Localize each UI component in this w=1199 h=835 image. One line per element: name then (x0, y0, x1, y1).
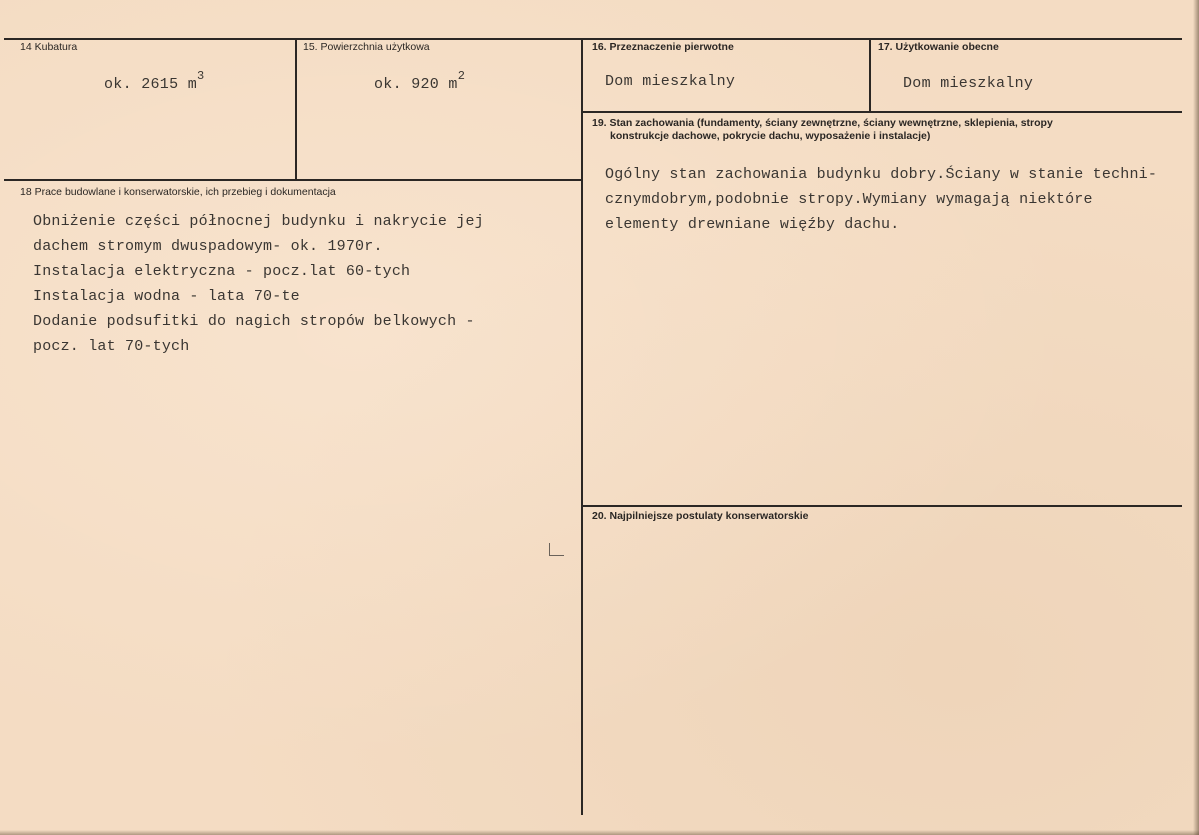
field-18-line: Dodanie podsufitki do nagich stropów belkowych - (33, 313, 475, 330)
rule-under-16-17 (581, 111, 1182, 113)
divider-14-15 (295, 38, 297, 179)
main-column-divider (581, 38, 583, 815)
field-16-label: 16. Przeznaczenie pierwotne (592, 41, 734, 53)
field-14-value-exponent: 3 (197, 69, 205, 83)
field-14-label: 14 Kubatura (20, 41, 78, 53)
field-18-line: Obniżenie części północnej budynku i nakrycie jej (33, 213, 484, 230)
card-edge-right (1193, 0, 1199, 835)
rule-under-14-15 (4, 179, 583, 181)
field-17-label: 17. Użytkowanie obecne (878, 41, 999, 53)
top-rule (4, 38, 1182, 40)
field-19-line: cznymdobrym,podobnie stropy.Wymiany wymagają niektóre (605, 191, 1093, 208)
field-14-value (104, 69, 205, 93)
card-edge-bottom (0, 830, 1199, 835)
field-20-label: 20. Najpilniejsze postulaty konserwatorskie (592, 510, 809, 522)
field-15-value-exponent: 2 (457, 69, 466, 83)
rule-above-20 (581, 505, 1182, 507)
field-16-value: Dom mieszkalny (605, 73, 736, 90)
field-15-value (374, 69, 466, 93)
field-18-text (33, 209, 484, 359)
field-15-label: 15. Powierzchnia użytkowa (303, 41, 430, 53)
field-19-label-line1: 19. Stan zachowania (fundamenty, ściany zewnętrzne, ściany wewnętrzne, sklepienia, stropy (592, 117, 1053, 129)
field-18-line: Instalacja elektryczna - pocz.lat 60-tych (33, 263, 411, 280)
pencil-mark (549, 543, 564, 556)
field-17-value: Dom mieszkalny (903, 75, 1034, 92)
field-18-line: Instalacja wodna - lata 70-te (33, 288, 300, 305)
field-14-value-text: ok. 2615 m (104, 76, 198, 93)
field-15-value-text: ok. 920 m (374, 76, 458, 93)
divider-16-17 (869, 38, 871, 111)
field-18-line: pocz. lat 70-tych (33, 338, 190, 355)
field-18-label: 18 Prace budowlane i konserwatorskie, ich przebieg i dokumentacja (20, 186, 336, 198)
field-19-line: Ogólny stan zachowania budynku dobry.Ściany w stanie techni- (605, 166, 1158, 183)
field-19-text (605, 162, 1157, 237)
field-19-line: elementy drewniane więźby dachu. (605, 216, 900, 233)
field-18-line: dachem stromym dwuspadowym- ok. 1970r. (33, 238, 383, 255)
field-19-label-line2: konstrukcje dachowe, pokrycie dachu, wyposażenie i instalacje) (610, 130, 931, 142)
